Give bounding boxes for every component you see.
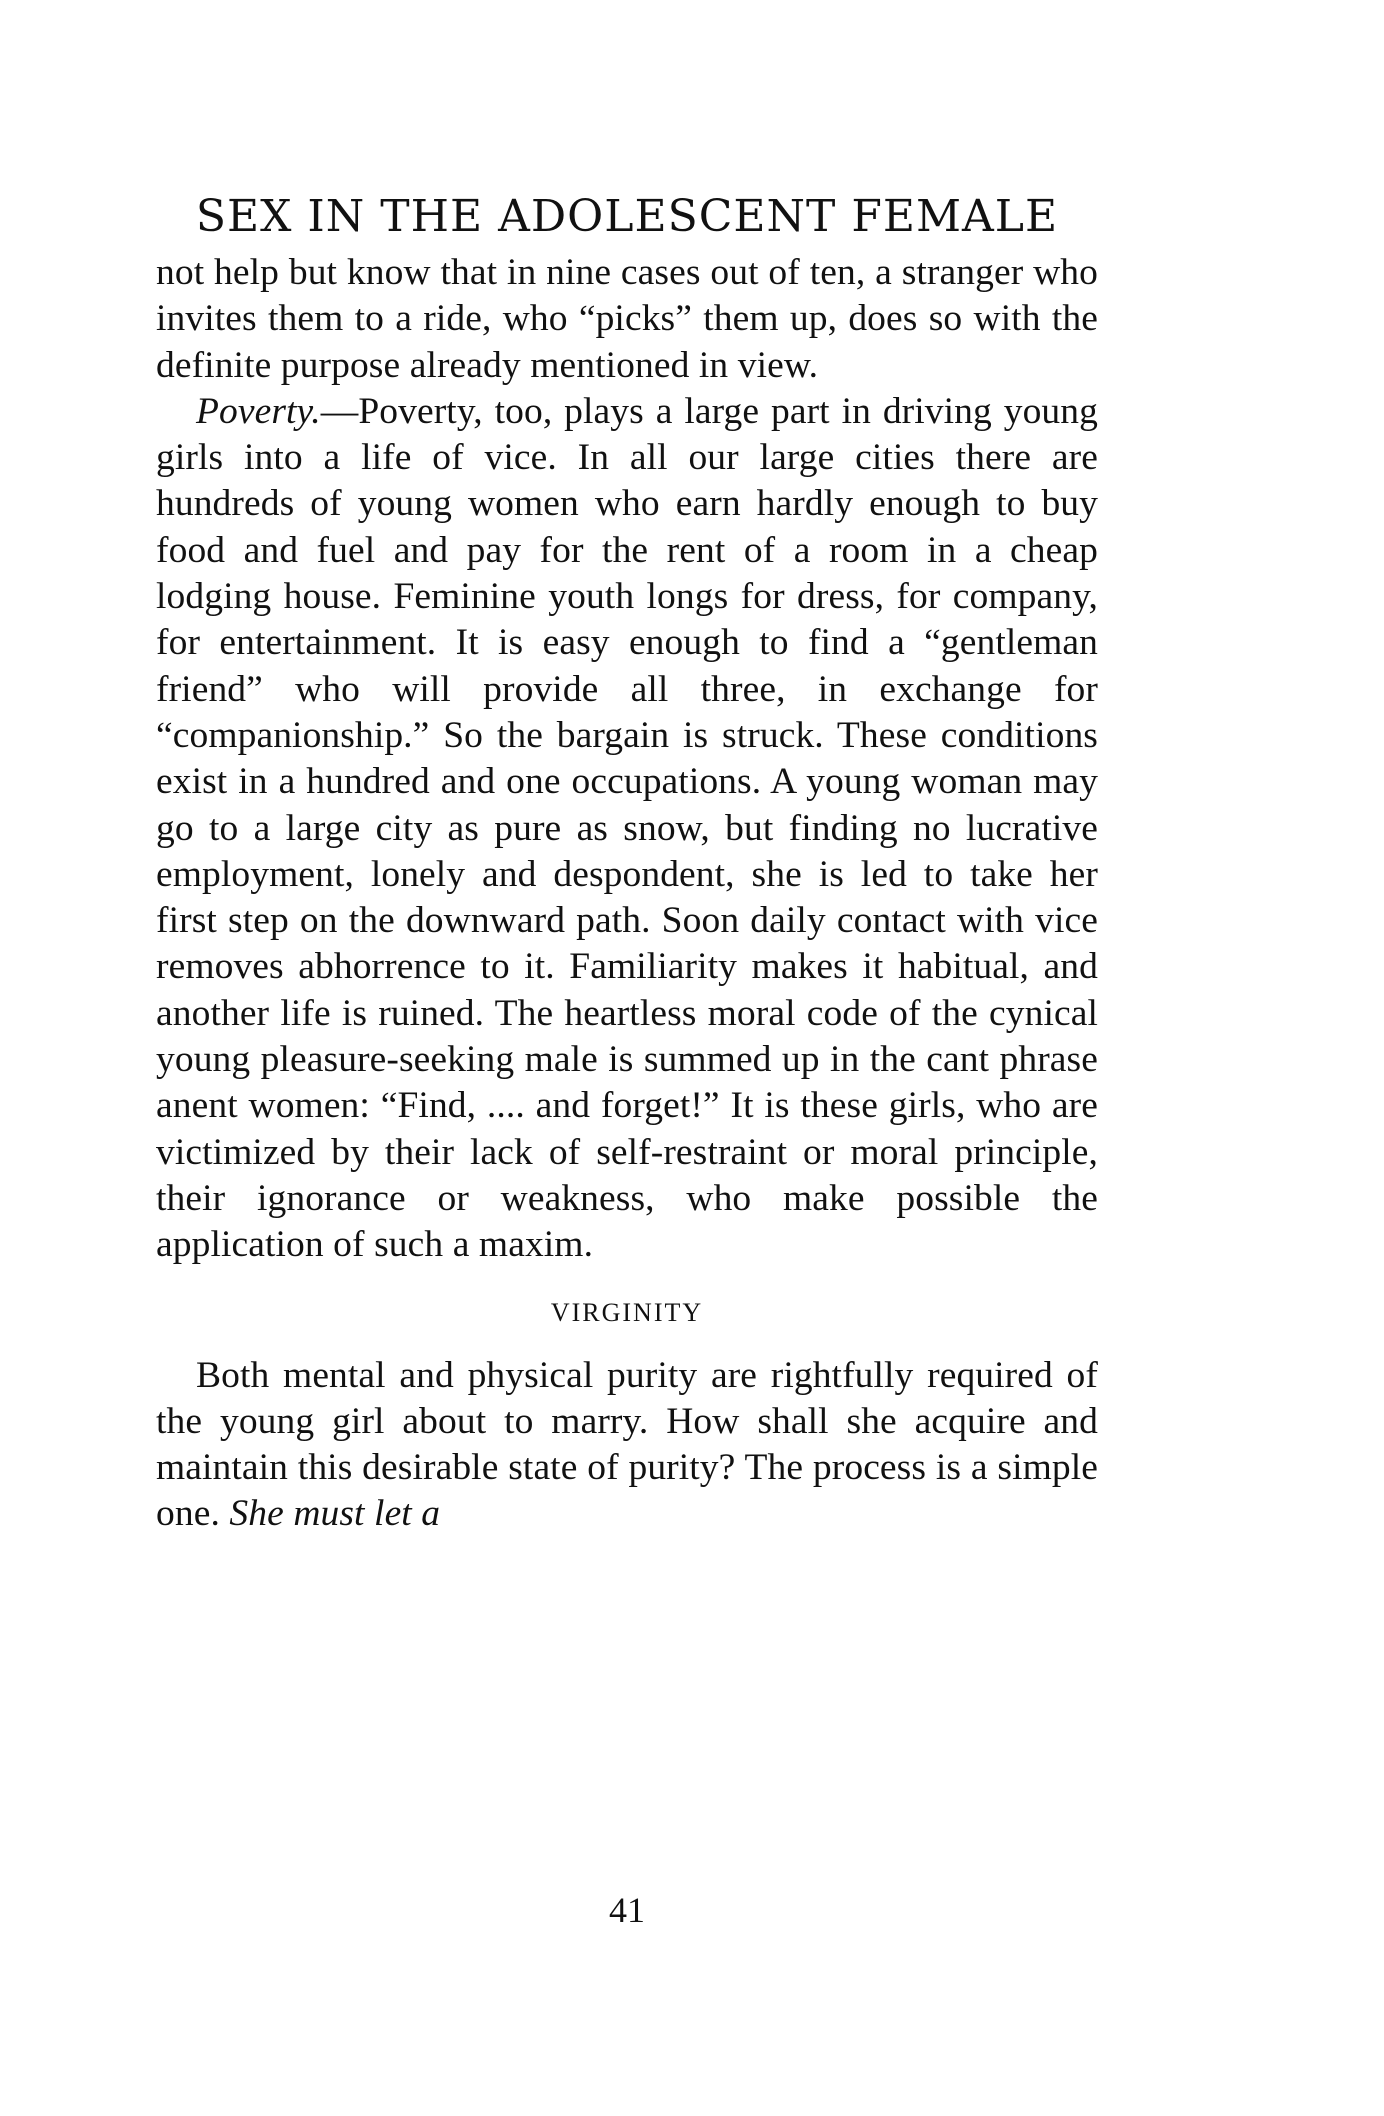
paragraph-virginity-text: Both mental and physical purity are rightfully required of the young girl about to marry. How shall she acquire and maintain this desirable state of purity? The process is a simple one. bbox=[156, 1354, 1098, 1535]
paragraph-continuation bbox=[156, 250, 1098, 389]
paragraph-poverty-text: —Poverty, too, plays a large part in driving young girls into a life of vice. In all our large cities there are hundreds of young women who earn hardly enough to buy food and fuel and pay for the rent of a room in a cheap lodging house. Feminine youth longs for dress, for company, for entertainment. It is easy enough to find a “gentleman friend” who will provide all three, in exchange for “companionship.” So the bargain is struck. These conditions exist in a hundred and one occupations. A young woman may go to a large city as pure as snow, but finding no lucrative employment, lonely and despondent, she is led to take her first step on the downward path. Soon daily contact with vice removes abhorrence to it. Familiarity makes it habitual, and another life is ruined. The heartless moral code of the cynical young pleasure-seeking male is summed up in the cant phrase anent women: “Find, .... and forget!” It is these girls, who are victimized by their lack of self-restraint or moral principle, their ignorance or weakness, who make possible the application of such a maxim. bbox=[156, 390, 1098, 1266]
section-heading: VIRGINITY bbox=[550, 1297, 704, 1327]
paragraph-virginity-emphasis: She must let a bbox=[229, 1493, 441, 1535]
paragraph-continuation-text: not help but know that in nine cases out of ten, a stranger who invites them to a ride, who “picks” them up, does so with the definite purpose already mentioned in view. bbox=[156, 252, 1098, 386]
runin-heading-poverty: Poverty. bbox=[196, 390, 321, 432]
paragraph-poverty bbox=[156, 389, 1098, 1269]
running-head: SEX IN THE ADOLESCENT FEMALE bbox=[195, 191, 1059, 242]
page-number: 41 bbox=[609, 1890, 645, 1930]
book-page bbox=[156, 190, 1098, 1930]
paragraph-virginity bbox=[156, 1353, 1098, 1538]
